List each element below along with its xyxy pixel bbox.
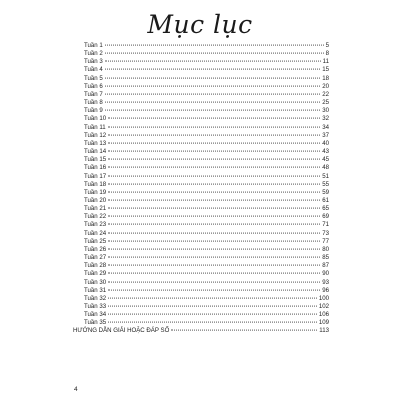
toc-entry-page: 71 [322,221,329,229]
dot-leader [108,322,317,323]
toc-entry-page: 11 [322,58,329,66]
toc-entry-label: Tuần 30 [84,278,107,286]
dot-leader [108,159,320,160]
toc-entry [73,254,329,262]
toc-entry [73,148,329,156]
toc-entry [73,164,329,172]
toc-entry-label: Tuần 5 [84,74,103,82]
toc-entry [73,50,329,58]
page-number: 4 [74,386,78,393]
toc-entry-page: 85 [322,254,329,262]
dot-leader [108,297,317,298]
toc-entry [73,287,329,295]
toc-entry [73,124,329,132]
toc-entry-label: Tuần 12 [84,131,107,139]
dot-leader [108,208,320,209]
dot-leader [105,53,324,54]
toc-entry-label: Tuần 34 [84,311,107,319]
dot-leader [108,151,320,152]
toc-entry-page: 45 [322,156,329,164]
toc-entry-page: 34 [322,123,329,131]
toc-entry-page: 87 [322,262,329,270]
toc-entry [73,58,329,66]
dot-leader [108,273,320,274]
toc-entry-label: Tuần 22 [84,213,107,221]
toc-entry-label: Tuần 2 [84,50,103,58]
dot-leader [108,175,320,176]
toc-entry-page: 22 [322,90,329,98]
dot-leader [108,216,320,217]
toc-entry-label: Tuần 33 [84,303,107,310]
toc-entry [73,99,329,107]
toc-entry-page: 69 [322,213,329,221]
toc-entry-page: 96 [322,286,329,294]
dot-leader [105,61,321,62]
toc-entry-page: 8 [325,50,329,58]
dot-leader [105,45,324,46]
toc-entry [73,140,329,148]
toc-entry [73,262,329,270]
dot-leader [105,110,320,111]
dot-leader [105,94,320,95]
dot-leader [108,240,320,241]
dot-leader [105,77,320,78]
toc-entry-label: Tuần 1 [84,42,103,49]
toc-entry [73,83,329,91]
toc-entry-label: Tuần 6 [84,82,103,90]
toc-entry-page: 106 [318,311,329,319]
toc-entry [73,246,329,254]
toc-entry [73,319,329,327]
toc-entry-page: 32 [322,115,329,123]
toc-entry-label: Tuần 4 [84,66,103,74]
dot-leader [105,69,320,70]
toc-entry-page: 77 [322,237,329,245]
toc-entry [73,189,329,197]
toc-entry-page: 20 [322,82,329,90]
toc-entry [73,197,329,205]
toc-entry [73,156,329,164]
dot-leader [108,126,321,127]
toc-entry-page: 90 [322,270,329,278]
dot-leader [108,289,320,290]
dot-leader [108,257,320,258]
toc-entry [73,270,329,278]
dot-leader [105,85,320,86]
toc-entry-label: Tuần 17 [84,172,107,180]
toc-entry-label: HƯỚNG DẪN GIẢI HOẶC ĐÁP SỐ [73,327,170,335]
dot-leader [108,306,317,307]
toc-entry-label: Tuần 35 [84,319,107,327]
toc-entry-label: Tuần 15 [84,156,107,164]
dot-leader [171,330,317,331]
toc-entry [73,279,329,287]
dot-leader [108,265,320,266]
dot-leader [108,183,320,184]
toc-entry-label: Tuần 32 [84,294,107,302]
toc-entry-page: 15 [322,66,329,74]
dot-leader [108,281,320,282]
dot-leader [108,134,320,135]
toc-entry [73,91,329,99]
toc-entry-label: Tuần 29 [84,270,107,278]
toc-entry-page: 61 [322,196,329,204]
toc-entry-label: Tuần 8 [84,99,103,107]
toc-entry-page: 59 [322,188,329,196]
toc-entry-label: Tuần 10 [84,115,107,123]
dot-leader [108,200,320,201]
toc-entry [73,238,329,246]
toc-entry-page: 30 [322,107,329,115]
toc-entry-label: Tuần 26 [84,245,107,253]
toc-entry-label: Tuần 28 [84,262,107,270]
toc-entry-label: Tuần 7 [84,90,103,98]
toc-entry-label: Tuần 20 [84,196,107,204]
toc-entry-page: 40 [322,139,329,147]
dot-leader [108,191,320,192]
toc-entry [73,42,329,50]
dot-leader [108,224,320,225]
page-title: Mục lục [147,10,253,39]
toc-entry-page: 102 [318,303,329,310]
toc-entry-page: 55 [322,180,329,188]
toc-entry [73,115,329,123]
toc-entry-label: Tuần 31 [84,286,107,294]
dot-leader [108,142,320,143]
toc-entry-page: 37 [322,131,329,139]
toc-entry-label: Tuần 27 [84,254,107,262]
toc-entry [73,221,329,229]
toc-entry [73,107,329,115]
dot-leader [108,314,317,315]
toc-entry-page: 73 [322,229,329,237]
toc-entry-page: 65 [322,205,329,213]
toc-entry [73,205,329,213]
toc-entry [73,230,329,238]
toc-entry-page: 5 [325,42,329,49]
toc-entry-label: Tuần 13 [84,139,107,147]
toc-entry-label: Tuần 21 [84,205,107,213]
toc-entry-page: 25 [322,99,329,107]
dot-leader [108,167,320,168]
toc-entry [73,213,329,221]
toc-entry-label: Tuần 25 [84,237,107,245]
toc-entry-page: 43 [322,148,329,156]
toc-entry-page: 93 [322,278,329,286]
toc-entry [73,66,329,74]
toc-entry-page: 113 [319,327,329,335]
toc-entry-page: 80 [322,245,329,253]
toc-entry-page: 51 [322,172,329,180]
toc-entry-label: Tuần 9 [84,107,103,115]
toc-entry-label: Tuần 3 [84,58,103,66]
toc-entry-answers [73,327,329,335]
toc-entry-label: Tuần 19 [84,188,107,196]
toc-entry-page: 18 [322,74,329,82]
toc-entry [73,311,329,319]
toc-entry-label: Tuần 14 [84,148,107,156]
toc-entry-label: Tuần 18 [84,180,107,188]
dot-leader [105,102,320,103]
toc-entry-label: Tuần 11 [84,123,106,131]
toc-entry [73,173,329,181]
dot-leader [108,118,320,119]
dot-leader [108,249,320,250]
toc-entry [73,181,329,189]
toc-entry-label: Tuần 23 [84,221,107,229]
toc-entry [73,132,329,140]
toc-entry-page: 109 [318,319,329,327]
dot-leader [108,232,320,233]
table-of-contents [73,42,329,336]
toc-entry-page: 48 [322,164,329,172]
toc-entry-label: Tuần 16 [84,164,107,172]
toc-entry [73,295,329,303]
toc-entry-page: 100 [318,294,329,302]
toc-entry [73,303,329,311]
toc-entry [73,75,329,83]
toc-entry-label: Tuần 24 [84,229,107,237]
